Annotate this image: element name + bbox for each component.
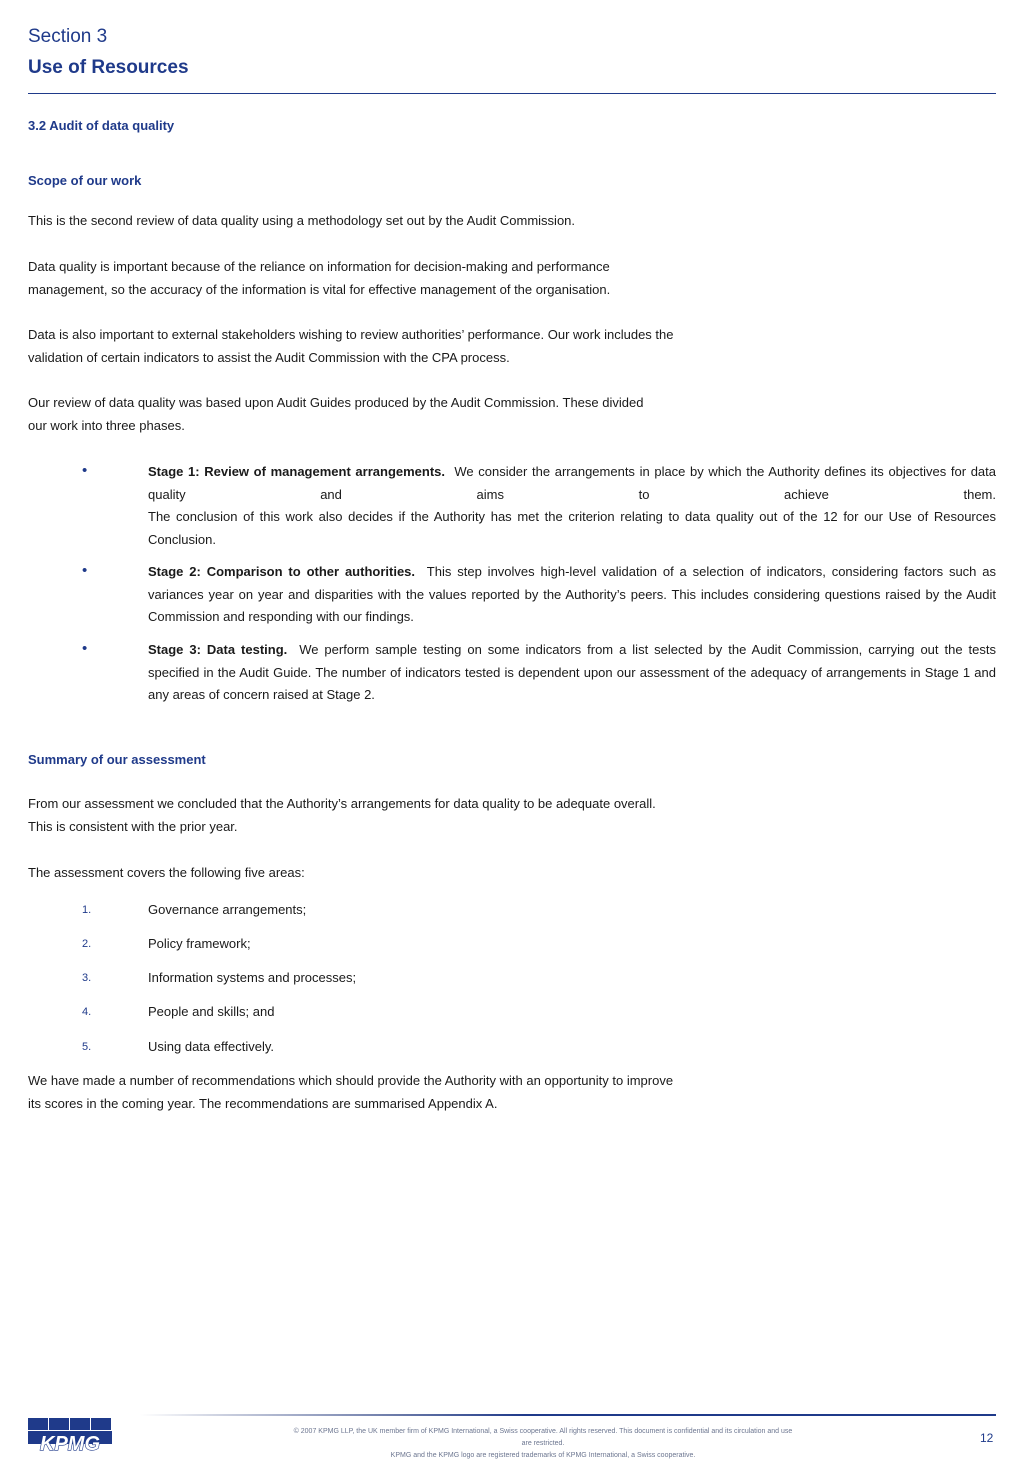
- list-item-text: Using data effectively.: [148, 1039, 274, 1054]
- list-number: 5.: [82, 1041, 92, 1053]
- stage-3-title: Stage 3: Data testing.: [148, 642, 288, 657]
- footer-legal-text: © 2007 KPMG LLP, the UK member firm of KPMG International, a Swiss cooperative. All rights reserved. This document is confidential and its circulation and use are restricted. KPMG and the KPMG logo are registered trademarks of KPMG International, a Swiss cooperative.: [293, 1428, 793, 1459]
- stage-2-title: Stage 2: Comparison to other authorities.: [148, 564, 416, 579]
- stage-1-conclusion: The conclusion of this work also decides if the Authority has met the criterion relating to data quality out of the 12 for our Use of Resources Conclusion.: [148, 509, 996, 548]
- scope-paragraph-2: Data quality is important because of the reliance on information for decision-making and performance management, so the accuracy of the information is vital for effective management of the organisation.: [28, 259, 611, 297]
- list-item-text: Governance arrangements;: [148, 902, 307, 917]
- subsection-title: 3.2 Audit of data quality: [28, 118, 175, 133]
- stage-1-item: [28, 461, 996, 552]
- stage-3-item: [28, 639, 996, 707]
- scope-heading: Scope of our work: [28, 173, 142, 188]
- stage-1-title: Stage 1: Review of management arrangements.: [148, 464, 446, 479]
- areas-intro: The assessment covers the following five areas:: [28, 865, 305, 880]
- bullet-icon: •: [82, 640, 88, 657]
- recommendations-paragraph: We have made a number of recommendations which should provide the Authority with an opportunity to improve its scores in the coming year. The recommendations are summarised Appendix A.: [28, 1073, 674, 1111]
- list-item-text: Policy framework;: [148, 936, 251, 951]
- stage-3-text: We perform sample testing on some indicators from a list selected by the Audit Commission, carrying out the tests specified in the Audit Guide. The number of indicators tested is dependent upon our assessment of the adequacy of arrangements in Stage 1 and any areas of concern raised at Stage 2.: [148, 642, 996, 703]
- list-number: 3.: [82, 972, 92, 984]
- summary-conclusion: From our assessment we concluded that the Authority’s arrangements for data quality to be adequate overall. This is consistent with the prior year.: [28, 796, 656, 834]
- page-number: 12: [980, 1431, 994, 1445]
- stage-2-item: [28, 561, 996, 629]
- list-number: 4.: [82, 1006, 92, 1018]
- section-label: Section 3: [28, 26, 108, 47]
- page-title: Use of Resources: [28, 57, 189, 78]
- list-item-text: Information systems and processes;: [148, 970, 357, 985]
- bullet-icon: •: [82, 462, 88, 479]
- stage-1-text: We consider the arrangements in place by which the Authority defines its objectives for data quality and aims to achieve them.: [148, 464, 997, 502]
- header-divider: [28, 93, 996, 94]
- scope-paragraph-1: This is the second review of data quality using a methodology set out by the Audit Commission.: [28, 213, 576, 228]
- scope-paragraph-3: Data is also important to external stakeholders wishing to review authorities’ performance. Our work includes the validation of certain indicators to assist the Audit Commission with the CPA process.: [28, 327, 674, 365]
- footer-divider: [140, 1414, 996, 1416]
- list-number: 2.: [82, 938, 92, 950]
- kpmg-logo: [28, 1418, 112, 1452]
- summary-heading: Summary of our assessment: [28, 752, 206, 767]
- stage-2-text: This step involves high-level validation of a selection of indicators, considering factors such as variances year on year and disparities with the values reported by the Authority’s peers. This includes considering questions raised by the Audit Commission and responding with our findings.: [148, 564, 997, 625]
- bullet-icon: •: [82, 562, 88, 579]
- scope-paragraph-4: Our review of data quality was based upon Audit Guides produced by the Audit Commission. These divided our work into three phases.: [28, 395, 644, 433]
- list-number: 1.: [82, 904, 92, 916]
- svg-text:KPMG: KPMG: [40, 1433, 100, 1452]
- list-item-text: People and skills; and: [148, 1004, 275, 1019]
